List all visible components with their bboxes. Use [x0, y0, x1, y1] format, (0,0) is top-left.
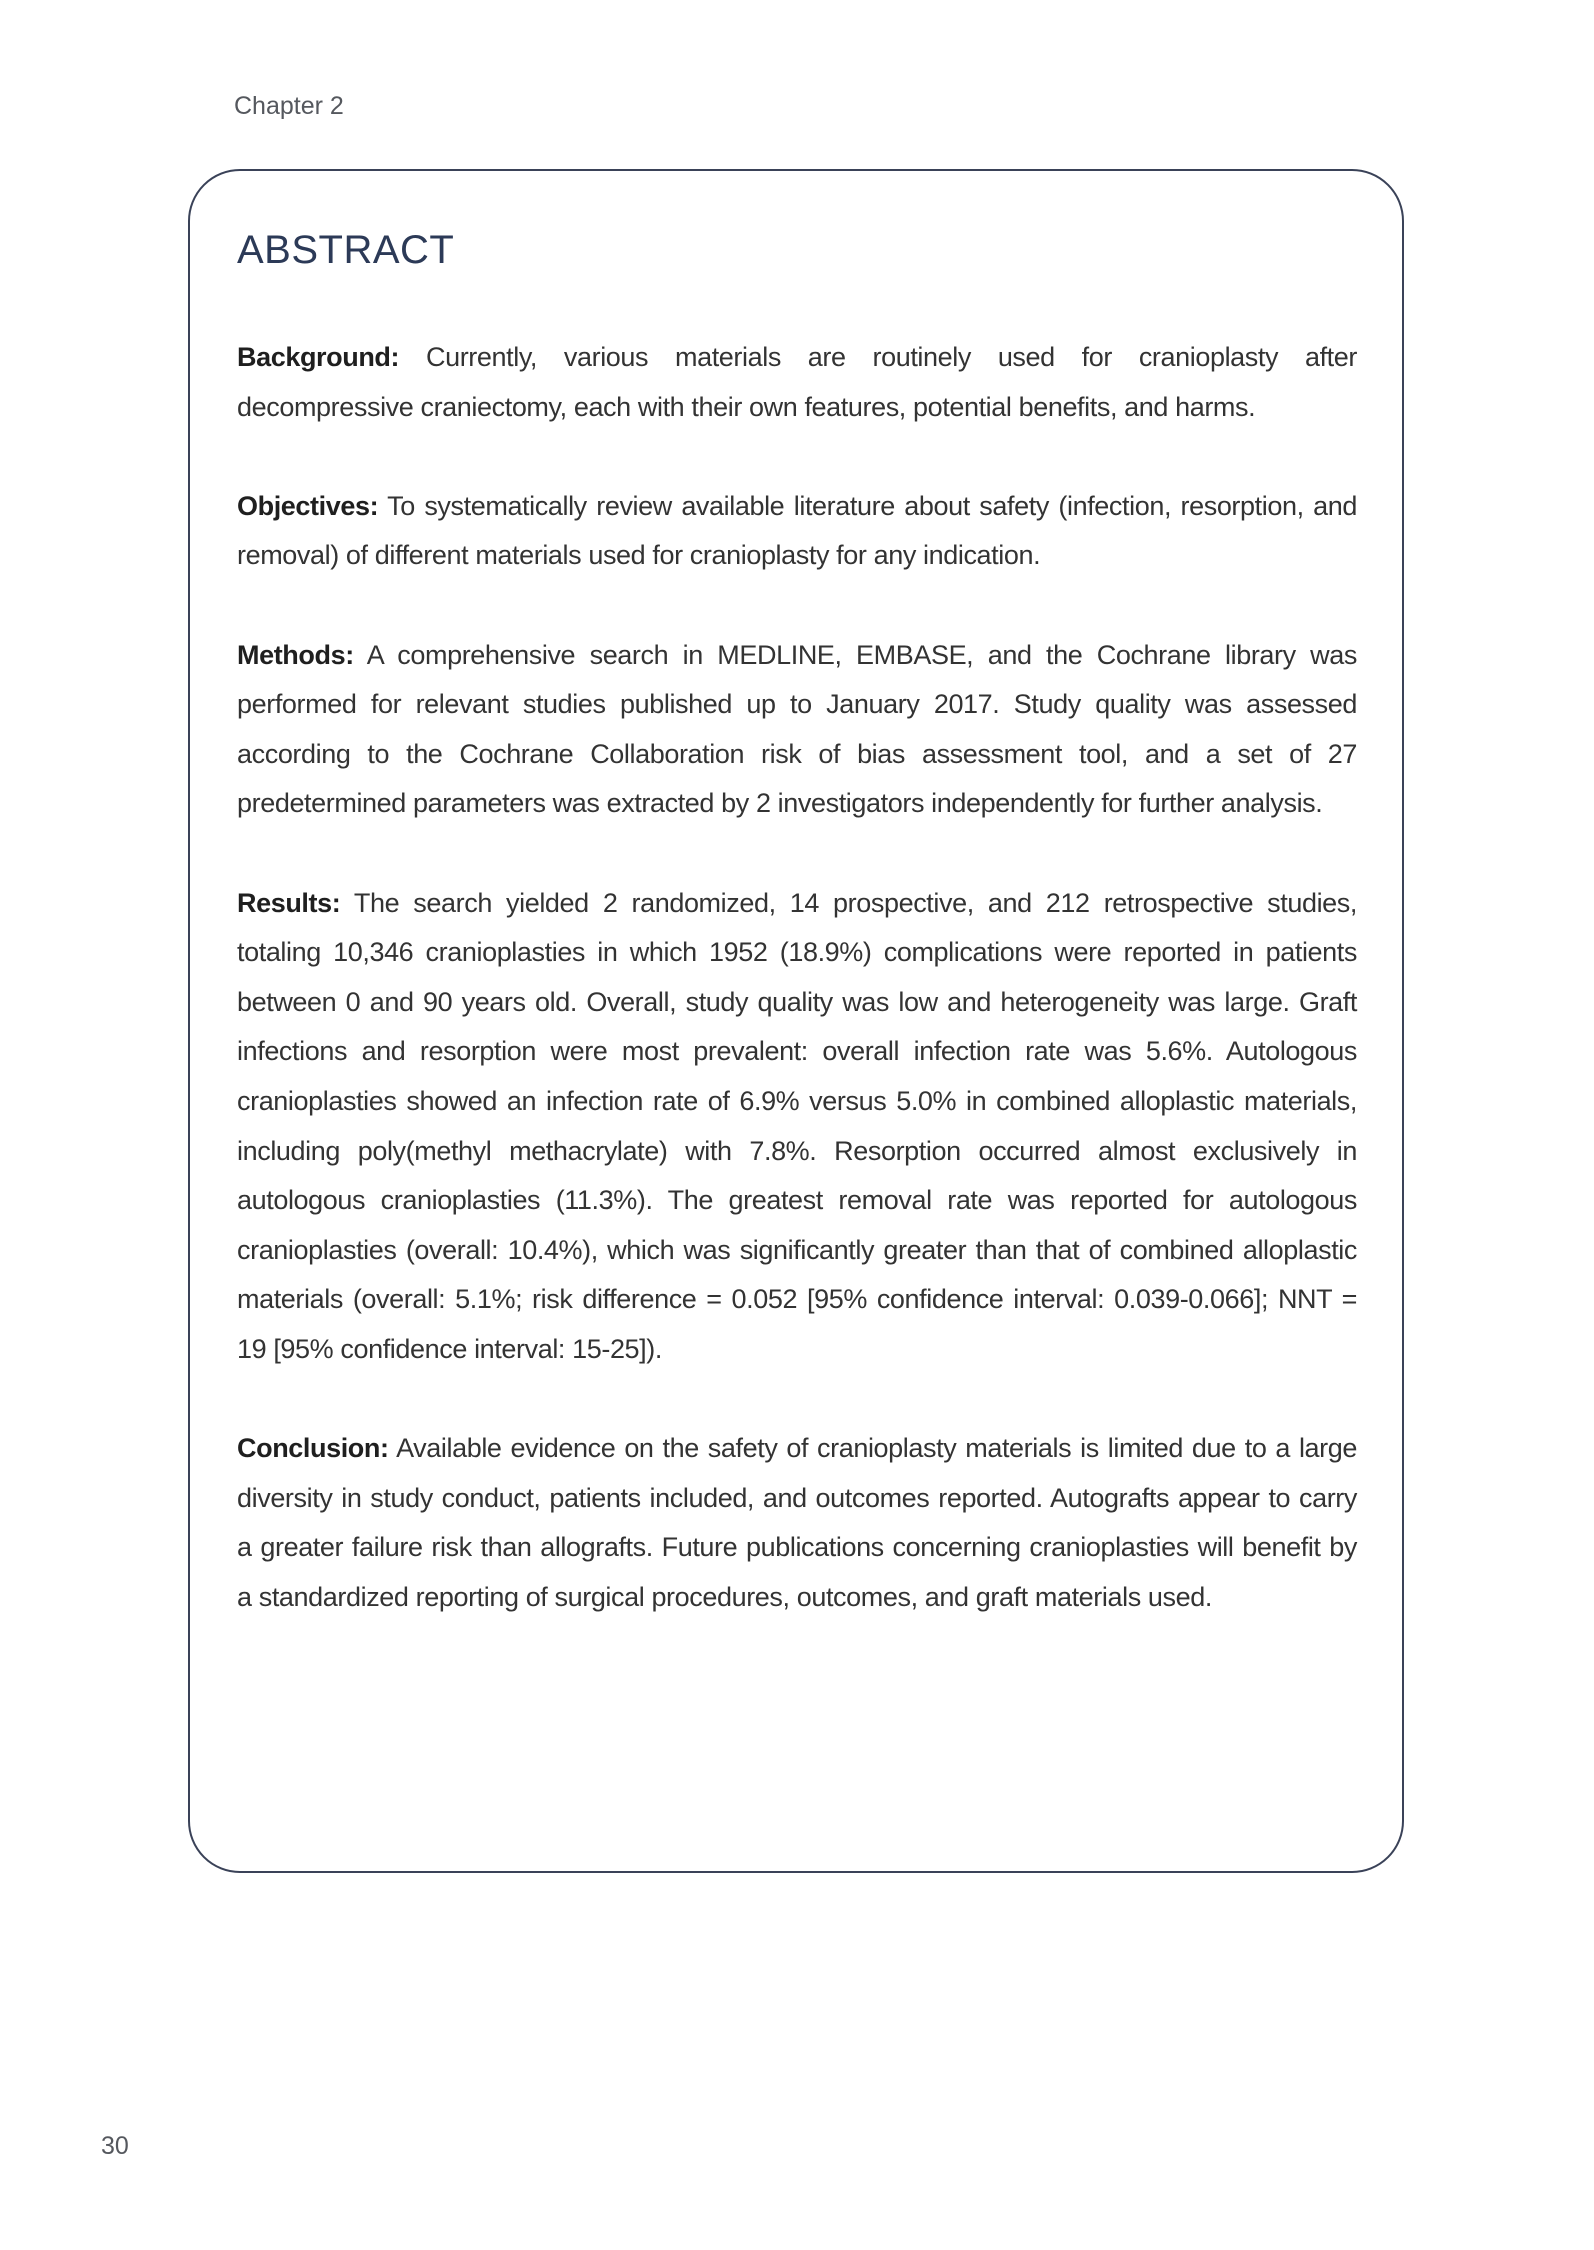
section-label: Objectives:	[237, 490, 379, 521]
section-text: Currently, various materials are routinely used for cranioplasty after decompressive craniectomy, each with their own features, potential benefits, and harms.	[237, 342, 1357, 422]
section-text: A comprehensive search in MEDLINE, EMBASE, and the Cochrane library was performed for relevant studies published up to January 2017. Study quality was assessed according to the Cochrane Collaboration risk of bias assessment tool, and a set of 27 predetermined parameters was extracted by 2 investigators independently for further analysis.	[237, 639, 1357, 819]
conclusion-section	[237, 1424, 1357, 1622]
abstract-content	[237, 333, 1357, 1672]
section-text: The search yielded 2 randomized, 14 prospective, and 212 retrospective studies, totaling 10,346 cranioplasties in which 1952 (18.9%) complications were reported in patients between 0 and 90 years old. Overall, study quality was low and heterogeneity was large. Graft infections and resorption were most prevalent: overall infection rate was 5.6%. Autologous cranioplasties showed an infection rate of 6.9% versus 5.0% in combined alloplastic materials, including poly(methyl methacrylate) with 7.8%. Resorption occurred almost exclusively in autologous cranioplasties (11.3%). The greatest removal rate was reported for autologous cranioplasties (overall: 10.4%), which was significantly greater than that of combined alloplastic materials (overall: 5.1%; risk difference = 0.052 [95% confidence interval: 0.039-0.066]; NNT = 19 [95% confidence interval: 15-25]).	[237, 887, 1357, 1364]
section-label: Results:	[237, 887, 341, 918]
chapter-header: Chapter 2	[234, 92, 344, 120]
objectives-section	[237, 482, 1357, 581]
methods-section	[237, 631, 1357, 829]
section-label: Conclusion:	[237, 1433, 389, 1464]
section-text: To systematically review available literature about safety (infection, resorption, and removal) of different materials used for cranioplasty for any indication.	[237, 490, 1357, 571]
section-text: Available evidence on the safety of cranioplasty materials is limited due to a large diversity in study conduct, patients included, and outcomes reported. Autografts appear to carry a greater failure risk than allografts. Future publications concerning cranioplasties will benefit by a standardized reporting of surgical procedures, outcomes, and graft materials used.	[237, 1433, 1357, 1612]
abstract-title: ABSTRACT	[237, 228, 455, 272]
background-section	[237, 333, 1357, 432]
section-label: Background:	[237, 342, 400, 372]
page-number: 30	[101, 2132, 129, 2160]
section-label: Methods:	[237, 639, 354, 670]
results-section	[237, 879, 1357, 1375]
